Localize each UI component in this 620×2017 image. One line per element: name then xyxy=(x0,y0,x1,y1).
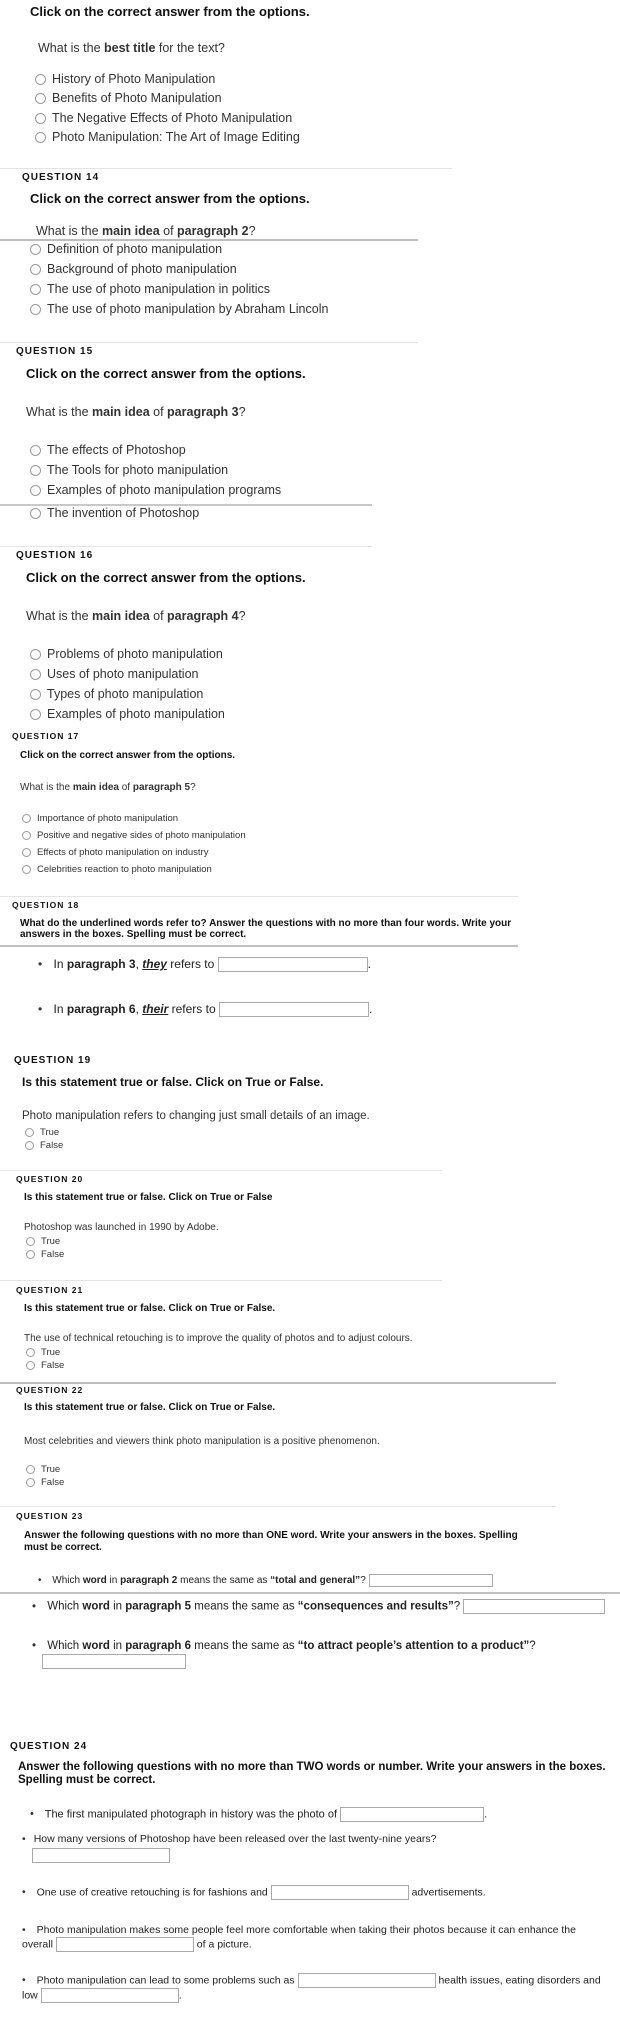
q15-label: QUESTION 15 xyxy=(16,346,94,357)
q24-answer-3-input[interactable] xyxy=(271,1885,409,1900)
q16-instruction: Click on the correct answer from the options. xyxy=(26,570,306,585)
q14-instruction: Click on the correct answer from the options. xyxy=(30,191,310,206)
q22-true-option[interactable]: True xyxy=(26,1464,60,1475)
q16-option-2[interactable]: Uses of photo manipulation xyxy=(30,667,198,681)
radio-button[interactable] xyxy=(22,831,31,840)
radio-button[interactable] xyxy=(30,689,41,700)
q13-option-4[interactable]: Photo Manipulation: The Art of Image Editing xyxy=(35,130,300,144)
q16-prompt: What is the main idea of paragraph 4? xyxy=(26,609,246,623)
q15-option-2[interactable]: The Tools for photo manipulation xyxy=(30,463,228,477)
q17-option-3[interactable]: Effects of photo manipulation on industry xyxy=(22,847,208,858)
q14-option-2[interactable]: Background of photo manipulation xyxy=(30,262,237,276)
q23-answer-2-input[interactable] xyxy=(463,1599,605,1614)
q23-instruction: Answer the following questions with no more than ONE word. Write your answers in the boxes. Spelling must be correct. xyxy=(24,1530,518,1553)
radio-button[interactable] xyxy=(30,264,41,275)
q20-instruction: Is this statement true or false. Click on True or False xyxy=(24,1192,273,1203)
q18-answer-2-input[interactable] xyxy=(219,1002,369,1017)
radio-button[interactable] xyxy=(22,848,31,857)
divider xyxy=(0,896,518,897)
q13-option-1[interactable]: History of Photo Manipulation xyxy=(35,72,215,86)
q23-answer-1-input[interactable] xyxy=(369,1574,493,1587)
radio-button[interactable] xyxy=(26,1250,35,1259)
radio-button[interactable] xyxy=(35,132,46,143)
radio-button[interactable] xyxy=(30,485,41,496)
q20-false-option[interactable]: False xyxy=(26,1249,64,1260)
q19-instruction: Is this statement true or false. Click on True or False. xyxy=(22,1075,324,1089)
q20-label: QUESTION 20 xyxy=(16,1174,84,1184)
q13-prompt: What is the best title for the text? xyxy=(38,41,225,55)
q21-statement: The use of technical retouching is to improve the quality of photos and to adjust colours. xyxy=(24,1333,413,1344)
divider xyxy=(0,1506,556,1507)
q17-label: QUESTION 17 xyxy=(12,731,80,741)
q23-item-3: • Which word in paragraph 6 means the same as “to attract people’s attention to a product”? xyxy=(32,1640,592,1652)
q23-answer-3-input[interactable] xyxy=(42,1654,186,1669)
q15-option-3[interactable]: Examples of photo manipulation programs xyxy=(30,483,281,497)
radio-button[interactable] xyxy=(22,814,31,823)
radio-button[interactable] xyxy=(30,304,41,315)
radio-button[interactable] xyxy=(30,445,41,456)
q18-item-1: • In paragraph 3, they refers to . xyxy=(38,957,371,972)
q14-option-3[interactable]: The use of photo manipulation in politics xyxy=(30,282,270,296)
radio-button[interactable] xyxy=(30,465,41,476)
q19-label: QUESTION 19 xyxy=(14,1055,92,1066)
q17-instruction: Click on the correct answer from the options. xyxy=(20,750,236,761)
radio-button[interactable] xyxy=(30,244,41,255)
divider xyxy=(0,945,518,947)
divider xyxy=(0,342,418,343)
q14-option-1[interactable]: Definition of photo manipulation xyxy=(30,242,222,256)
q23-item-1: • Which word in paragraph 2 means the same as “total and general”? xyxy=(38,1574,493,1587)
q18-item-2: • In paragraph 6, their refers to . xyxy=(38,1002,372,1017)
q23-label: QUESTION 23 xyxy=(16,1511,84,1521)
q21-instruction: Is this statement true or false. Click on True or False. xyxy=(24,1303,276,1314)
radio-button[interactable] xyxy=(26,1465,35,1474)
q14-option-4[interactable]: The use of photo manipulation by Abraham Lincoln xyxy=(30,302,328,316)
radio-button[interactable] xyxy=(30,709,41,720)
q20-true-option[interactable]: True xyxy=(26,1236,60,1247)
q13-option-3[interactable]: The Negative Effects of Photo Manipulation xyxy=(35,111,292,125)
q14-prompt: What is the main idea of paragraph 2? xyxy=(36,224,256,238)
divider xyxy=(0,1382,556,1384)
q24-answer-2-input[interactable] xyxy=(32,1848,170,1863)
q24-item-2: • How many versions of Photoshop have been released over the last twenty-nine years? xyxy=(22,1833,436,1845)
radio-button[interactable] xyxy=(26,1478,35,1487)
q24-answer-5-input[interactable] xyxy=(298,1973,436,1988)
divider xyxy=(0,546,372,547)
q21-label: QUESTION 21 xyxy=(16,1285,84,1295)
q21-true-option[interactable]: True xyxy=(26,1347,60,1358)
q19-statement: Photo manipulation refers to changing just small details of an image. xyxy=(22,1110,370,1122)
radio-button[interactable] xyxy=(22,865,31,874)
radio-button[interactable] xyxy=(35,74,46,85)
q24-item-3: • One use of creative retouching is for fashions and advertisements. xyxy=(22,1885,486,1900)
radio-button[interactable] xyxy=(30,669,41,680)
q19-true-option[interactable]: True xyxy=(25,1127,59,1138)
q24-instruction: Answer the following questions with no more than TWO words or number. Write your answers in the boxes. Spelling must be correct. xyxy=(18,1761,606,1786)
q15-prompt: What is the main idea of paragraph 3? xyxy=(26,405,246,419)
q13-instruction: Click on the correct answer from the options. xyxy=(30,4,310,19)
divider xyxy=(0,1592,620,1594)
q16-option-3[interactable]: Types of photo manipulation xyxy=(30,687,203,701)
radio-button[interactable] xyxy=(30,508,41,519)
q15-instruction: Click on the correct answer from the options. xyxy=(26,366,306,381)
q24-answer-6-input[interactable] xyxy=(41,1988,179,2003)
divider xyxy=(0,1280,442,1281)
radio-button[interactable] xyxy=(35,93,46,104)
q22-label: QUESTION 22 xyxy=(16,1385,84,1395)
radio-button[interactable] xyxy=(26,1361,35,1370)
q17-option-1[interactable]: Importance of photo manipulation xyxy=(22,813,178,824)
q18-label: QUESTION 18 xyxy=(12,900,80,910)
q15-option-4[interactable]: The invention of Photoshop xyxy=(30,506,199,520)
q24-answer-4-input[interactable] xyxy=(56,1937,194,1952)
radio-button[interactable] xyxy=(26,1348,35,1357)
q17-prompt: What is the main idea of paragraph 5? xyxy=(20,782,196,793)
q24-item-1: • The first manipulated photograph in history was the photo of . xyxy=(30,1807,487,1822)
radio-button[interactable] xyxy=(25,1128,34,1137)
q18-instruction: What do the underlined words refer to? Answer the questions with no more than four words. Write your answers in the boxes. Spelling must be correct. xyxy=(20,918,512,940)
q19-false-option[interactable]: False xyxy=(25,1140,63,1151)
q15-option-1[interactable]: The effects of Photoshop xyxy=(30,443,186,457)
q24-label: QUESTION 24 xyxy=(10,1741,88,1752)
divider xyxy=(0,239,418,241)
q22-false-option[interactable]: False xyxy=(26,1477,64,1488)
q14-label: QUESTION 14 xyxy=(22,172,100,183)
q23-item-2: • Which word in paragraph 5 means the same as “consequences and results”? xyxy=(32,1599,605,1614)
q16-label: QUESTION 16 xyxy=(16,550,94,561)
q16-option-4[interactable]: Examples of photo manipulation xyxy=(30,707,225,721)
radio-button[interactable] xyxy=(30,649,41,660)
q18-answer-1-input[interactable] xyxy=(218,957,368,972)
q16-option-1[interactable]: Problems of photo manipulation xyxy=(30,647,223,661)
radio-button[interactable] xyxy=(25,1141,34,1150)
divider xyxy=(0,168,452,169)
q22-statement: Most celebrities and viewers think photo manipulation is a positive phenomenon. xyxy=(24,1436,380,1447)
q24-item-5: • Photo manipulation can lead to some problems such as health issues, eating disorders and low . xyxy=(22,1973,602,2003)
radio-button[interactable] xyxy=(35,113,46,124)
q21-false-option[interactable]: False xyxy=(26,1360,64,1371)
radio-button[interactable] xyxy=(30,284,41,295)
q17-option-4[interactable]: Celebrities reaction to photo manipulation xyxy=(22,864,212,875)
q22-instruction: Is this statement true or false. Click on True or False. xyxy=(24,1402,276,1413)
q17-option-2[interactable]: Positive and negative sides of photo manipulation xyxy=(22,830,246,841)
q13-option-2[interactable]: Benefits of Photo Manipulation xyxy=(35,91,222,105)
q24-answer-1-input[interactable] xyxy=(340,1807,484,1822)
q24-item-4: • Photo manipulation makes some people feel more comfortable when taking their photos because it can enhance the overall of a picture. xyxy=(22,1924,602,1952)
divider xyxy=(0,1170,442,1171)
radio-button[interactable] xyxy=(26,1237,35,1246)
q20-statement: Photoshop was launched in 1990 by Adobe. xyxy=(24,1222,219,1233)
